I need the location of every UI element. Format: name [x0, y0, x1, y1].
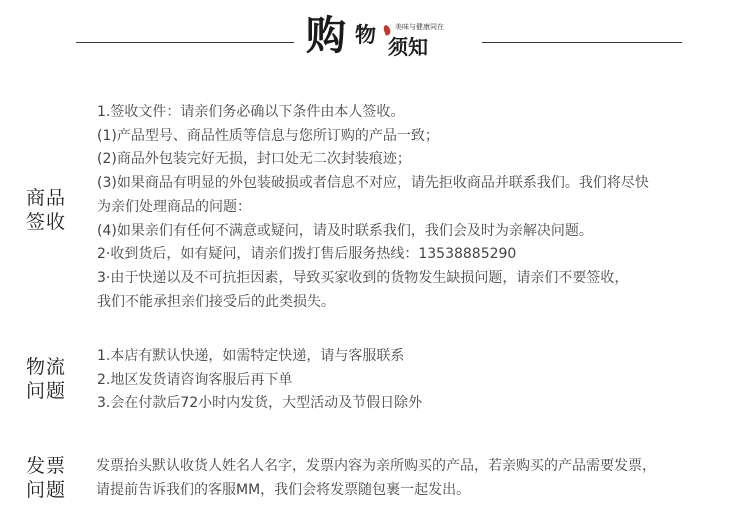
section-label-invoice	[26, 454, 70, 502]
body-line: 我们不能承担亲们接受后的此类损失。	[97, 293, 335, 310]
section-body-receipt	[97, 101, 737, 314]
body-line: 为亲们处理商品的问题：	[97, 198, 251, 215]
body-line: (2)商品外包装完好无损，封口处无二次封装痕迹；	[97, 151, 411, 168]
title-tagline: 美味与健康同在	[395, 23, 444, 31]
section-body-invoice	[96, 454, 736, 502]
title-main-char: 购	[306, 12, 344, 59]
body-line: 2·收到货后，如有疑问，请亲们拨打售后服务热线：13538885290	[97, 246, 517, 263]
section-label-receipt	[26, 186, 70, 234]
header-rule-left	[76, 42, 294, 43]
section-body-logistics	[97, 345, 737, 416]
section-label-line: 物流	[26, 356, 67, 378]
section-label-line: 问题	[26, 380, 67, 402]
body-line: 3.会在付款后72小时内发货，大型活动及节假日除外	[97, 395, 423, 411]
body-line: 1.本店有默认快递，如需特定快递，请与客服联系	[97, 348, 405, 364]
body-line: (3)如果商品有明显的外包装破损或者信息不对应，请先拒收商品并联系我们。我们将尽快	[97, 175, 649, 192]
red-brush-mark-icon	[382, 24, 391, 35]
header-rule-right	[482, 42, 682, 43]
body-line: 1.签收文件：请亲们务必确以下条件由本人签收。	[97, 104, 405, 120]
title-second-char: 物	[355, 22, 376, 47]
section-label-line: 发票	[26, 455, 67, 477]
body-line: 2.地区发货请咨询客服后再下单	[97, 371, 293, 388]
body-line: 请提前告诉我们的客服MM，我们会将发票随包裹一起发出。	[96, 482, 471, 498]
title-third-chars: 须知	[388, 35, 428, 59]
body-line: (4)如果亲们有任何不满意或疑问，请及时联系我们，我们会及时为亲解决问题。	[97, 222, 593, 239]
section-label-line: 问题	[26, 479, 67, 501]
section-label-line: 商品	[26, 187, 67, 209]
section-label-line: 签收	[26, 211, 67, 233]
body-line: (1)产品型号、商品性质等信息与您所订购的产品一致；	[97, 127, 439, 144]
body-line: 3·由于快递以及不可抗拒因素，导致买家收到的货物发生缺损问题，请亲们不要签收，	[97, 269, 629, 286]
section-label-logistics	[26, 355, 70, 403]
body-line: 发票抬头默认收货人姓名人名字，发票内容为亲所购买的产品，若亲购买的产品需要发票，	[96, 458, 656, 474]
